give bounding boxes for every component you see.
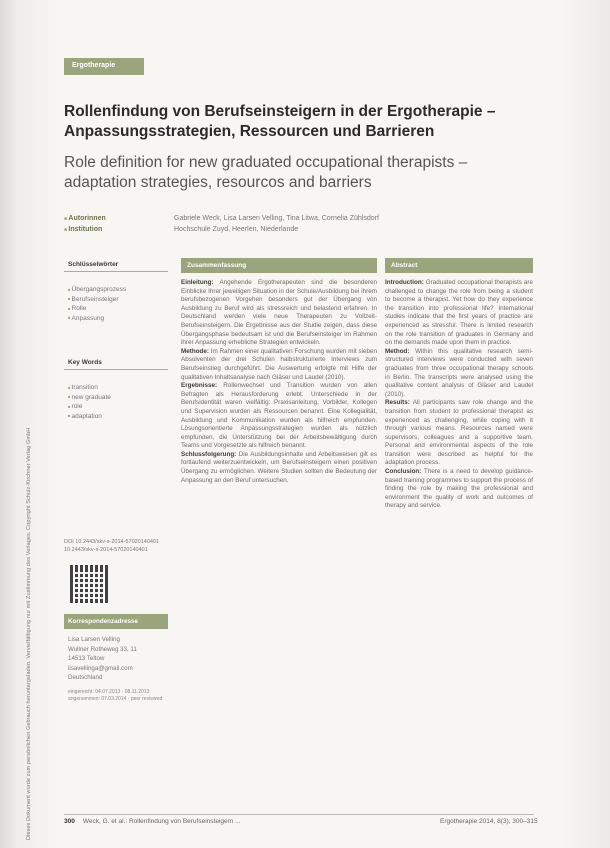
running-title: Weck, G. et al.: Rollenfindung von Berufseinsteigern ... bbox=[82, 818, 241, 825]
institution-row bbox=[64, 224, 544, 235]
keyword-item: ■ role bbox=[68, 403, 168, 413]
address-line: 14513 Teltow bbox=[68, 655, 105, 662]
abstract-english bbox=[385, 258, 533, 511]
abstract-en-heading: Abstract bbox=[385, 258, 533, 273]
article-meta bbox=[64, 213, 544, 235]
abstract-german bbox=[181, 258, 377, 485]
submission-dates: eingereicht: 04.07.2013 · 08.11.2013 angenommen: 07.03.2014 · peer reviewed bbox=[68, 688, 163, 702]
institution-value: Hochschule Zuyd, Heerlen, Niederlande bbox=[174, 226, 299, 233]
keyword-item: ■ new graduate bbox=[68, 394, 168, 404]
abstract-de-heading: Zusammenfassung bbox=[181, 258, 377, 273]
email-link[interactable]: lisavellinga@gmail.com bbox=[68, 664, 133, 672]
keyword-item: ■ Übergangsprozess bbox=[68, 286, 168, 296]
abstract-paragraph: Introduction: Graduated occupational therapists are challenged to change the role from being a student to become a therapist. Yet how do they experience the transition into professional life? International studies indicate that the first years of practice are experienced as stressful. There is limited research on the role transition of graduates in Germany and on the demands made upon them in practice. bbox=[385, 279, 533, 347]
authors-row bbox=[64, 213, 544, 224]
keywords-de-heading: Schlüsselwörter bbox=[64, 258, 168, 272]
abstract-paragraph: Conclusion: There is a need to develop guidance-based training programmes to support the process of finding the role by making the professional and environment the quality of work and outcomes of therapy and service. bbox=[385, 468, 533, 510]
address-line: Wullner Rotheweg 33, 11 bbox=[68, 645, 137, 653]
article-title-english: Role definition for new graduated occupational therapists – adaptation strategies, resourcos and barriers bbox=[64, 154, 468, 191]
correspondence-box bbox=[64, 614, 168, 703]
keywords-en-list bbox=[64, 384, 168, 422]
journal-citation: Ergotherapie 2014, 8(3), 300–315 bbox=[440, 818, 538, 825]
authors-label: ■ Autorinnen bbox=[64, 215, 174, 222]
page-number: 300 bbox=[64, 818, 75, 825]
footer-left bbox=[64, 818, 241, 825]
section-tag: Ergotherapie bbox=[64, 58, 144, 75]
abstract-paragraph: Methode: Im Rahmen einer qualitativen Forschung wurden mit sieben Absolventen der drei Schulen halbstrukturierte Interviews zum Berufseinstieg durchgeführt. Die Auswertung erfolgte mit Hilfe der qualitativen Inhaltsanalyse nach Gläser und Laudel (2010). bbox=[181, 347, 377, 381]
authors-value: Gabriele Weck, Lisa Larsen Velling, Tina Litwa, Cornelia Zühlsdorf bbox=[174, 215, 379, 222]
abstract-paragraph: Ergebnisse: Rollenwechsel und Transition wurden von allen Befragten als Herausforderung erlebt. Unterschiede in der Berufsidentität waren vielfältig: Praxisanleitung, Vorbilder, Kollegen und Supervision wurden als Ressourcen benannt. Eine Kollegialität, Ausbildung und Kommunikation wurden als hilfreich empfunden. Lösungsorientierte Anpassungsstrategien wurden als nützlich empfunden, die Unterstützung bei der Arbeitsbewältigung durch Teams und Vorgesetzte als hilfreich benannt. bbox=[181, 382, 377, 450]
institution-label: ■ Institution bbox=[64, 226, 174, 233]
correspondence-address bbox=[64, 629, 168, 689]
keyword-item: ■ transition bbox=[68, 384, 168, 394]
keywords-column bbox=[64, 258, 168, 422]
abstract-paragraph: Schlussfolgerung: Die Ausbildungsinhalte und Arbeitsweisen gilt es fortlaufend weiterzuentwickeln, um Berufseinsteigern einen positiven Übergang zu ermöglichen. Weitere Studien sollten die Bedeutung der Anpassung an den Beruf untersuchen. bbox=[181, 450, 377, 484]
keywords-de-list bbox=[64, 286, 168, 324]
address-line: Lisa Larsen Velling bbox=[68, 636, 120, 643]
keyword-item: ■ Anpassung bbox=[68, 315, 168, 325]
keywords-en-heading: Key Words bbox=[64, 356, 168, 370]
keyword-item: ■ adaptation bbox=[68, 413, 168, 423]
abstract-paragraph: Einleitung: Angehende Ergotherapeuten sind die besonderen Einblicke Ihrer jeweiligen Situation in der Schule/Ausbildung bei ihrem berufsbezogenen Vorgehen besonders gut der Übergang von Ausbildung zu Beruf wird als stressreich und belastend erfahren. In Deutschland werden viele neue Therapeuten zu Vollzeit-Berufseinsteigern. Die Ergebnisse aus der Studie zeigen, dass diese Übergangsphase bedeutsam ist und die Berufseinsteiger im Rahmen ihrer Anpassung erhebliche Strategien entwickeln. bbox=[181, 279, 377, 347]
correspondence-heading: Korrespondenzadresse bbox=[64, 614, 168, 629]
article-title-german: Rollenfindung von Berufseinsteigern in der Ergotherapie – Anpassungsstrategien, Ressourcen und Barrieren bbox=[64, 103, 496, 140]
address-line: Deutschland bbox=[68, 674, 103, 681]
doi-text: DOI 10.2443/skv-s-2014-57020140401 10.2443/skv-s-2014-57020140401 bbox=[64, 539, 160, 553]
abstract-paragraph: Results: All participants saw role change and the transition from student to professional therapist as experienced as challenging, while coping with it through various means. Resources named were supervisors, colleagues and a supportive team. Personal and environmental aspects of the role transition were described as helpful for the adaptation process. bbox=[385, 399, 533, 467]
copyright-sidebar: Dieses Dokument wurde zum persönlichen Gebrauch heruntergeladen. Vervielfältigung nur mit Zustimmung des Verlages. Copyright Schulz-Kirchner Verlag GmbH bbox=[26, 427, 32, 840]
keyword-item: ■ Berufseinsteiger bbox=[68, 296, 168, 306]
qr-code-icon[interactable] bbox=[70, 565, 108, 603]
footer-divider bbox=[64, 814, 534, 815]
keyword-item: ■ Rolle bbox=[68, 305, 168, 315]
abstract-paragraph: Method: Within this qualitative research semi-structured interviews were conducted with seven graduates from three occupational therapy schools in Berlin. The transcripts were analysed using the qualitative content analysis of Gläser and Laudel (2010). bbox=[385, 347, 533, 398]
